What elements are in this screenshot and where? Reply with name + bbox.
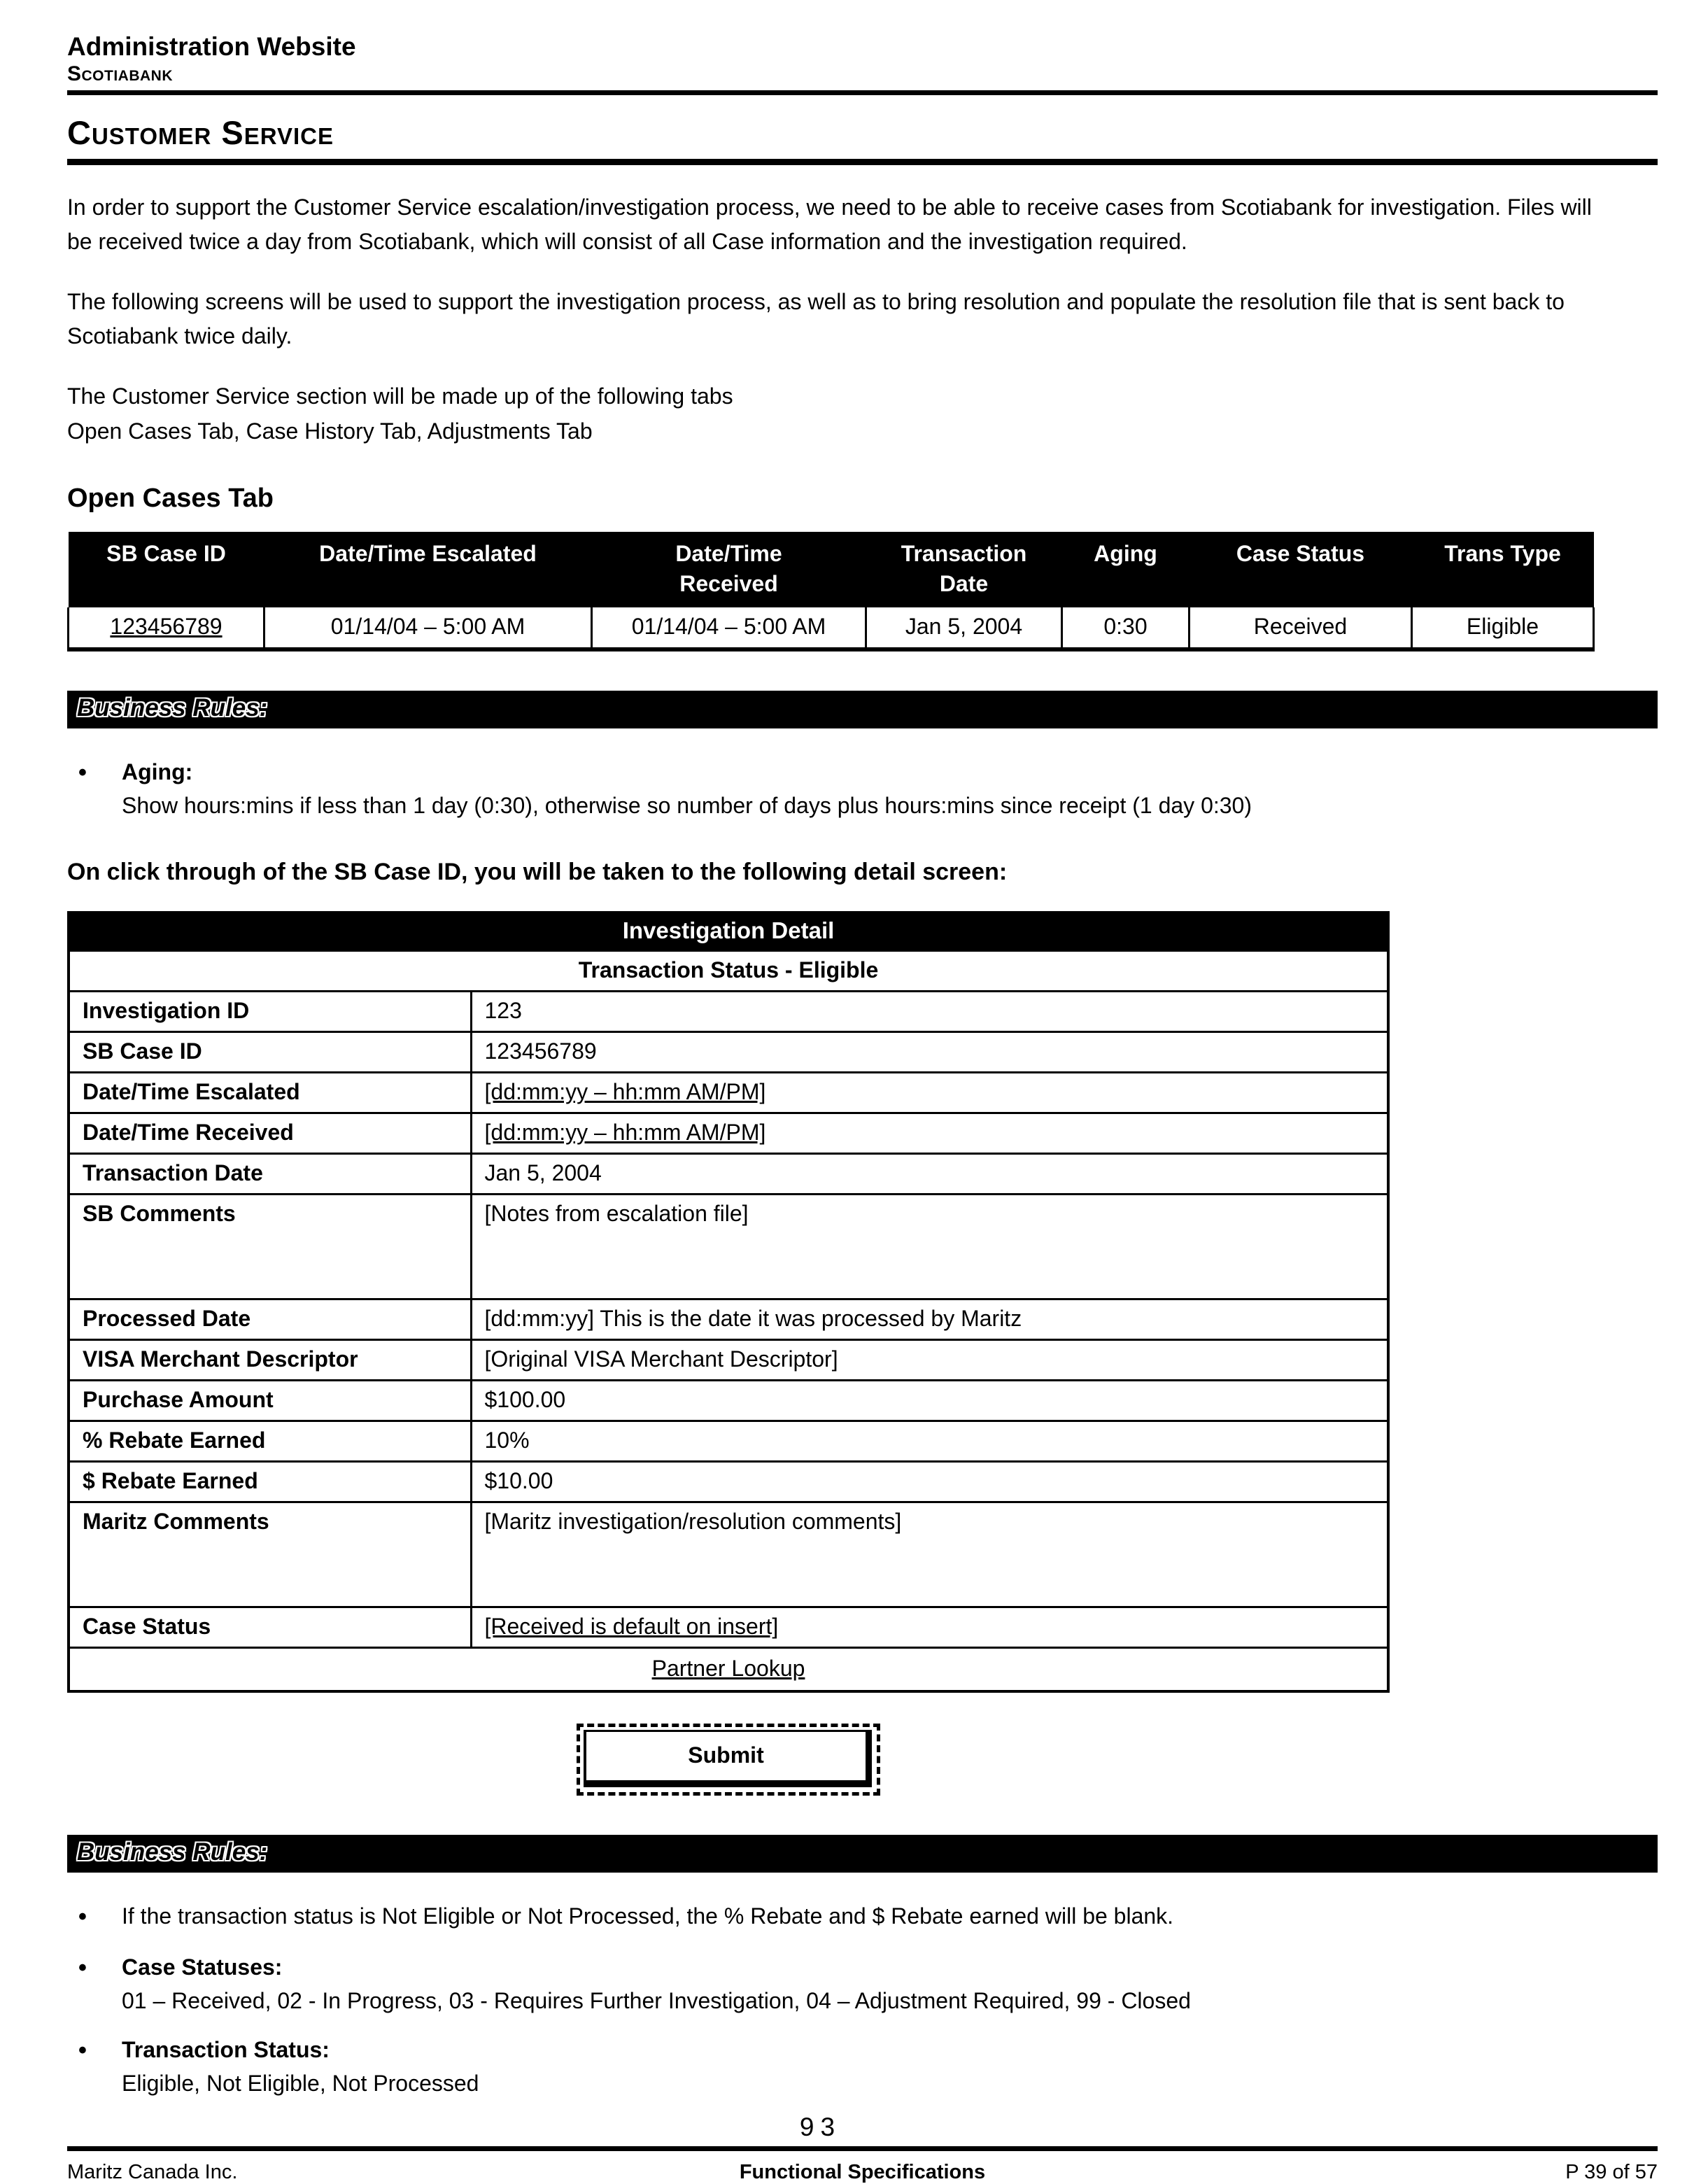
cell-case-status: Received [1190,607,1412,649]
intro-paragraph-3 [67,379,1593,449]
column-header-trans-type: Trans Type [1412,532,1594,607]
list-item-blank-rule [67,1899,1658,1935]
detail-row-maritz-comments: Maritz Comments [Maritz investigation/resolution comments] [69,1502,1388,1607]
open-cases-table [67,532,1595,651]
business-rules-bar-1: Business Rules: [67,691,1658,728]
detail-title-bar: Investigation Detail [69,913,1388,951]
transaction-status-subtitle: Transaction Status - Eligible [69,951,1388,992]
investigation-detail-table [67,911,1390,1693]
cell-sb-case-id [69,607,264,649]
case-row [69,607,1594,649]
business-rules-list-2 [67,1884,1658,2100]
column-header-date-time-escalated: Date/Time Escalated [264,532,592,607]
submit-button-area [67,1724,1390,1796]
header-rule [67,90,1658,95]
doc-header-brand: Scotiabank [67,62,173,85]
intro-paragraph-3-line-1: The Customer Service section will be made up of the following tabs [67,383,733,409]
detail-subtitle-row [69,951,1388,992]
intro-paragraph-3-line-2: Open Cases Tab, Case History Tab, Adjustments Tab [67,418,593,444]
page-footer [67,2142,1658,2184]
detail-row-visa-merchant-descriptor: VISA Merchant Descriptor [Original VISA Merchant Descriptor] [69,1340,1388,1381]
rule-text-aging: Show hours:mins if less than 1 day (0:30), otherwise so number of days plus hours:mins since receipt (1 day 0:30) [122,793,1252,819]
partner-lookup-link[interactable]: Partner Lookup [651,1656,805,1682]
detail-row-sb-case-id: SB Case ID 123456789 [69,1032,1388,1073]
detail-row-purchase-amount: Purchase Amount $100.00 [69,1381,1388,1421]
field-processed-date: [dd:mm:yy] This is the date it was processed by Maritz [471,1299,1388,1340]
doc-header-title: Administration Website [67,32,356,61]
list-item-case-statuses [67,1950,1658,2017]
footer-company: Maritz Canada Inc. [67,2161,238,2184]
field-maritz-comments: [Maritz investigation/resolution comments] [471,1502,1388,1607]
cell-aging: 0:30 [1062,607,1190,649]
field-sb-comments: [Notes from escalation file] [471,1195,1388,1299]
doc-header [67,32,1658,86]
column-header-date-time-received: Date/Time Received [592,532,866,607]
column-header-case-status: Case Status [1190,532,1412,607]
page-number: 93 [799,2113,842,2142]
field-case-status: [Received is default on insert] [471,1607,1388,1648]
field-date-time-received: [dd:mm:yy – hh:mm AM/PM] [471,1113,1388,1154]
detail-row-dollar-rebate-earned: $ Rebate Earned $10.00 [69,1462,1388,1502]
detail-row-date-time-escalated: Date/Time Escalated [dd:mm:yy – hh:mm AM/PM] [69,1073,1388,1113]
submit-button-outline [577,1724,880,1796]
intro-paragraph-2: The following screens will be used to support the investigation process, as well as to bring resolution and populate the resolution file that is sent back to Scotiabank twice daily. [67,288,1565,349]
business-rules-list-1 [67,740,1658,822]
column-header-sb-case-id: SB Case ID [69,532,264,607]
detail-row-processed-date: Processed Date [dd:mm:yy] This is the date it was processed by Maritz [69,1299,1388,1340]
intro-paragraph-1: In order to support the Customer Service escalation/investigation process, we need to be able to receive cases from Scotiabank for investigation. Files will be received twice a day from Scotiabank, which will consist of all Case information and the investigation required. [67,194,1592,255]
title-rule [67,159,1658,165]
detail-row-case-status: Case Status [Received is default on insert] [69,1607,1388,1648]
field-pct-rebate-earned: 10% [471,1421,1388,1462]
detail-row-investigation-id: Investigation ID 123 [69,992,1388,1032]
rule-title-transaction-status: • Transaction Status: [122,2037,330,2063]
field-date-time-escalated: [dd:mm:yy – hh:mm AM/PM] [471,1073,1388,1113]
column-header-aging: Aging [1062,532,1190,607]
cell-trans-type: Eligible [1412,607,1594,649]
cell-date-time-escalated: 01/14/04 – 5:00 AM [264,607,592,649]
field-transaction-date: Jan 5, 2004 [471,1154,1388,1195]
rule-text-blank: • If the transaction status is Not Eligible or Not Processed, the % Rebate and $ Rebate earned will be blank. [122,1903,1174,1929]
detail-title-row [69,913,1388,951]
business-rules-bar-2: Business Rules: [67,1835,1658,1873]
rule-text-transaction-status: Eligible, Not Eligible, Not Processed [122,2071,479,2097]
column-header-transaction-date: Transaction Date [866,532,1062,607]
rule-title-aging: • Aging: [122,759,193,785]
rule-text-case-statuses: 01 – Received, 02 - In Progress, 03 - Requires Further Investigation, 04 – Adjustment Required, 99 - Closed [122,1988,1191,2014]
detail-row-date-time-received: Date/Time Received [dd:mm:yy – hh:mm AM/PM] [69,1113,1388,1154]
field-dollar-rebate-earned: $10.00 [471,1462,1388,1502]
footer-rule [67,2146,1658,2151]
click-through-note: On click through of the SB Case ID, you will be taken to the following detail screen: [67,859,1008,886]
footer-page-indicator: P 39 of 57 [1565,2161,1658,2184]
rule-title-case-statuses: • Case Statuses: [122,1954,283,1980]
partner-lookup-row [69,1648,1388,1692]
field-sb-case-id: 123456789 [471,1032,1388,1073]
field-purchase-amount: $100.00 [471,1381,1388,1421]
detail-row-sb-comments: SB Comments [Notes from escalation file] [69,1195,1388,1299]
list-item-aging [67,755,1658,822]
field-visa-merchant-descriptor: [Original VISA Merchant Descriptor] [471,1340,1388,1381]
open-cases-header-row [69,532,1594,607]
submit-button[interactable]: Submit [584,1730,872,1787]
list-item-transaction-status [67,2033,1658,2100]
footer-doc-title: Functional Specifications [739,2161,986,2184]
detail-row-transaction-date: Transaction Date Jan 5, 2004 [69,1154,1388,1195]
field-investigation-id: 123 [471,992,1388,1032]
cell-transaction-date: Jan 5, 2004 [866,607,1062,649]
detail-row-pct-rebate-earned: % Rebate Earned 10% [69,1421,1388,1462]
open-cases-section-title: Open Cases Tab [67,484,274,514]
sb-case-id-link[interactable]: 123456789 [110,614,223,640]
cell-date-time-received: 01/14/04 – 5:00 AM [592,607,866,649]
page-title: Customer Service [67,113,334,151]
